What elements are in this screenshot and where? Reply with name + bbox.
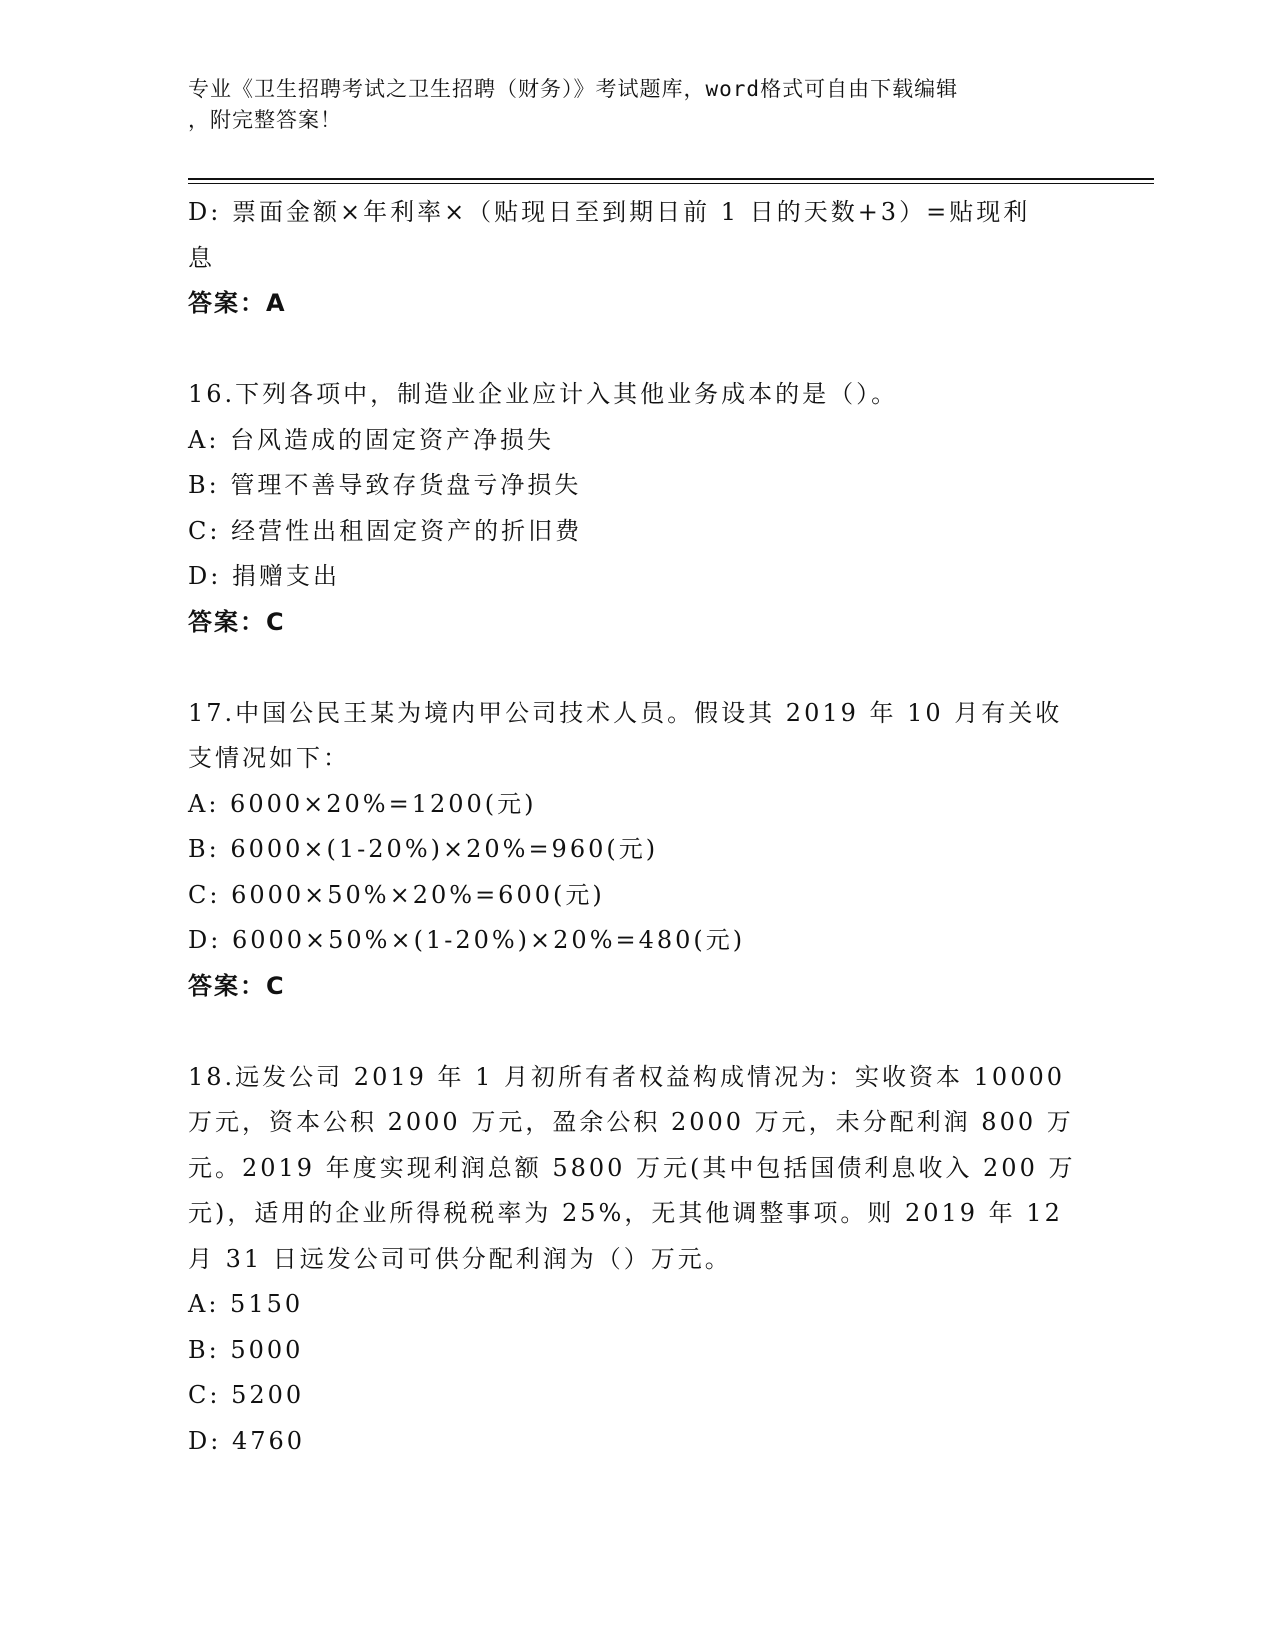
option-a: A: 台风造成的固定资产净损失 bbox=[188, 425, 555, 454]
option-d: D: 捐赠支出 bbox=[188, 562, 340, 590]
header-line-2: ，附完整答案！ bbox=[188, 108, 342, 132]
option-a: A: 6000×20%=1200(元) bbox=[188, 789, 537, 818]
option-d: D: 4760 bbox=[188, 1426, 306, 1455]
option-c: C: 5200 bbox=[188, 1381, 305, 1409]
question-text: 16.下列各项中，制造业企业应计入其他业务成本的是（）。 bbox=[188, 380, 899, 408]
option-b: B: 5000 bbox=[188, 1335, 304, 1364]
header-rule-thin bbox=[188, 183, 1154, 184]
option-a: A: 5150 bbox=[188, 1290, 304, 1318]
option-b: B: 管理不善导致存货盘亏净损失 bbox=[188, 471, 582, 499]
question-text-continued: 元)，适用的企业所得税税率为 25%，无其他调整事项。则 2019 年 12 bbox=[188, 1199, 1063, 1227]
question-text-continued: 万元，资本公积 2000 万元，盈余公积 2000 万元，未分配利润 800 万 bbox=[188, 1108, 1074, 1136]
question-16 bbox=[188, 372, 1068, 645]
option-d: D: 6000×50%×(1-20%)×20%=480(元) bbox=[188, 926, 746, 954]
question-text: 17.中国公民王某为境内甲公司技术人员。假设其 2019 年 10 月有关收 bbox=[188, 698, 1063, 727]
question-text-continued: 元。2019 年度实现利润总额 5800 万元(其中包括国债利息收入 200 万 bbox=[188, 1153, 1076, 1182]
question-text-continued: 月 31 日远发公司可供分配利润为（）万元。 bbox=[188, 1244, 732, 1273]
option-b: B: 6000×(1-20%)×20%=960(元) bbox=[188, 835, 659, 863]
document-body bbox=[188, 190, 1076, 1464]
answer: 答案：C bbox=[188, 607, 286, 636]
option-c: C: 6000×50%×20%=600(元) bbox=[188, 880, 605, 909]
header-rule-thick bbox=[188, 178, 1154, 180]
question-17 bbox=[188, 691, 1068, 1010]
question-text-continued: 支情况如下： bbox=[188, 744, 350, 772]
document-header bbox=[188, 74, 1068, 136]
option-d-continued: 息 bbox=[188, 243, 215, 272]
option-d: D: 票面金额×年利率×（贴现日至到期日前 1 日的天数+3）=贴现利 bbox=[188, 198, 1031, 226]
answer: 答案：A bbox=[188, 289, 287, 317]
option-c: C: 经营性出租固定资产的折旧费 bbox=[188, 516, 583, 545]
question-text: 18.远发公司 2019 年 1 月初所有者权益构成情况为：实收资本 10000 bbox=[188, 1062, 1066, 1091]
question-15-tail bbox=[188, 190, 1068, 327]
answer: 答案：C bbox=[188, 971, 286, 1000]
question-18 bbox=[188, 1055, 1076, 1465]
header-line-1: 专业《卫生招聘考试之卫生招聘（财务）》考试题库，word格式可自由下载编辑 bbox=[188, 77, 959, 101]
